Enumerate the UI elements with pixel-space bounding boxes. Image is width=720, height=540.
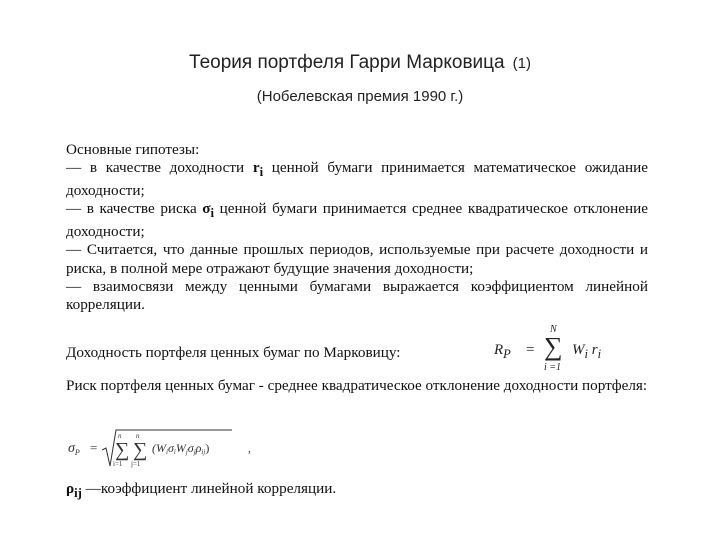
rho-symbol: ρ: [66, 480, 75, 497]
rp-sum-top: N: [550, 324, 557, 335]
risk-sum-bottom-i: i=1: [113, 460, 123, 468]
sum-i-icon: ∑: [115, 439, 130, 461]
title-text: Теория портфеля Гарри Марковица: [189, 52, 505, 73]
title-number: (1): [512, 55, 531, 72]
rp-equals: =: [526, 342, 535, 358]
rp-sum-bottom: i =1: [544, 362, 562, 373]
return-symbol-sub: i: [259, 165, 264, 180]
risk-definition-text: Риск портфеля ценных бумаг - среднее квадратическое отклонение доходности портфеля:: [66, 377, 648, 394]
rho-symbol-sub: ij: [74, 486, 82, 501]
risk-lhs: $\sigma_P$: [68, 441, 80, 457]
risk-body: (WiσiWjσjρij): [152, 441, 210, 456]
sum-icon: ∑: [544, 332, 563, 361]
rho-text: —коэффициент линейной корреляции.: [81, 480, 337, 497]
risk-sum-top-j: n: [136, 432, 140, 440]
risk-symbol-sub: i: [210, 206, 215, 221]
portfolio-return-label: Доходность портфеля ценных бумаг по Марковицу:: [66, 344, 401, 361]
hypothesis-3: — Считается, что данные прошлых периодов, используемые при расчете доходности и риска, в полной мере отражают будущие значения доходности;: [66, 241, 648, 277]
slide-subtitle: (Нобелевская премия 1990 г.): [256, 88, 464, 105]
portfolio-risk-definition: [66, 377, 648, 395]
hypotheses-block: [66, 141, 648, 315]
risk-sum-bottom-j: j=1: [131, 460, 141, 468]
hypothesis-4: — взаимосвязи между ценными бумагами выражается коэффициентом линейной корреляции.: [66, 277, 648, 314]
hypothesis-1: — в качестве доходности $r_i$ ценной бумаги принимается математическое ожидание доходности;: [66, 159, 648, 199]
slide-title: [0, 52, 720, 74]
rp-terms: $W_i$ $r_i$: [572, 342, 602, 361]
portfolio-return-formula: [492, 324, 632, 376]
return-symbol: r: [252, 159, 260, 177]
risk-sum-top-i: n: [118, 432, 122, 440]
hypothesis-2: — в качестве риска $\sigma_i$ ценной бумаги принимается среднее квадратическое отклонение доходности;: [66, 200, 648, 240]
portfolio-risk-formula: [66, 426, 286, 472]
risk-comma: ,: [248, 441, 251, 455]
rho-definition: [66, 480, 566, 501]
hypotheses-heading: Основные гипотезы:: [66, 141, 200, 158]
risk-symbol: σ: [202, 200, 211, 218]
sum-j-icon: ∑: [133, 439, 148, 461]
rp-symbol: $R_P$: [494, 342, 511, 361]
risk-equals: =: [90, 440, 98, 455]
